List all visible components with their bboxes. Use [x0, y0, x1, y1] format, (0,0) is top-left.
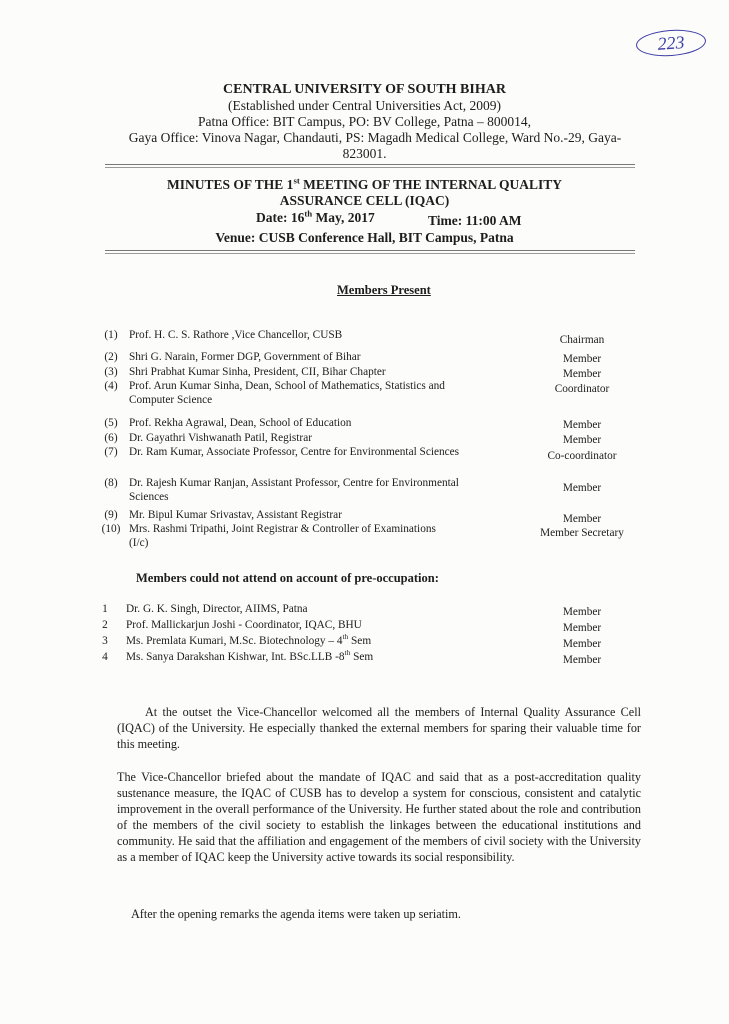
page-number-stamp: 223	[635, 28, 707, 59]
meeting-title: MINUTES OF THE 1st MEETING OF THE INTERNAL QUALITY	[167, 175, 562, 192]
members-present-heading: Members Present	[337, 283, 431, 297]
university-name: CENTRAL UNIVERSITY OF SOUTH BIHAR	[223, 82, 506, 97]
meeting-date: Date: 16th May, 2017	[256, 208, 375, 225]
title-divider-thin	[105, 253, 635, 254]
paragraph-agenda: After the opening remarks the agenda items were taken up seriatim.	[131, 907, 461, 921]
absent-members-heading: Members could not attend on account of pre-occupation:	[136, 571, 439, 585]
title-divider	[105, 250, 635, 251]
gaya-office-line2: 823001.	[342, 146, 387, 161]
paragraph-mandate: The Vice-Chancellor briefed about the mandate of IQAC and said that as a post-accreditation quality sustenance measure, the IQAC of CUSB has to develop a system for conscious, consistent and catalytic improvement in the overall performance of the University. He further stated about the role and contribution of the members of the civil society to establish the linkages between the educational institutions and community. He said that the affiliation and engagement of the members of civil society with the University as a member of IQAC keep the University active towards its social responsibility.	[117, 770, 641, 864]
established-note: (Established under Central Universities Act, 2009)	[228, 98, 501, 113]
gaya-office-line1: Gaya Office: Vinova Nagar, Chandauti, PS: Magadh Medical College, Ward No.-29, Gaya-	[128, 130, 622, 145]
meeting-title-line2: ASSURANCE CELL (IQAC)	[279, 193, 450, 208]
patna-office: Patna Office: BIT Campus, PO: BV College, Patna – 800014,	[198, 114, 531, 129]
header-divider-thin	[105, 167, 635, 168]
paragraph-welcome: At the outset the Vice-Chancellor welcomed all the members of Internal Quality Assurance Cell (IQAC) of the University. He especially thanked the external members for sparing their valuable time for this meeting.	[117, 705, 641, 751]
meeting-time: Time: 11:00 AM	[428, 213, 522, 228]
header-divider	[105, 164, 635, 165]
meeting-venue: Venue: CUSB Conference Hall, BIT Campus, Patna	[215, 230, 514, 245]
